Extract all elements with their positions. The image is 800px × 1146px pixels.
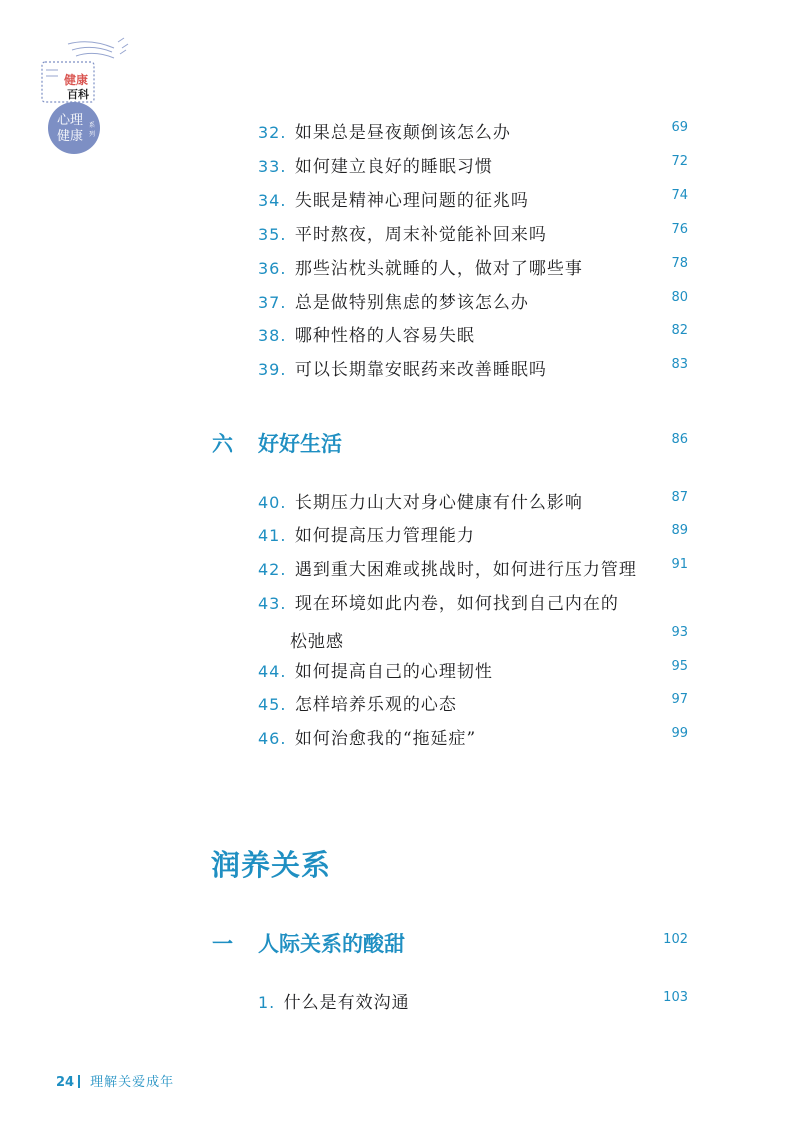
entry-title-continued: 松弛感 [290,632,344,652]
entry-number: 34. [258,191,287,210]
part-title: 润养关系 [211,848,332,882]
entry-number: 35. [258,225,287,244]
footer-book-title: 理解关爱成年 [90,1075,175,1090]
entry-number: 37. [258,293,287,312]
entry-page: 99 [671,726,688,741]
toc-entry-43[interactable] [258,589,688,652]
toc-entry-36[interactable] [258,254,688,279]
section-heading-6[interactable] [212,428,688,458]
section-number: 六 [212,432,233,456]
entry-page: 93 [671,625,688,640]
entry-page: 80 [671,290,688,305]
entry-page: 91 [671,557,688,572]
entry-number: 39. [258,360,287,379]
series-logo [28,34,132,154]
entry-page: 97 [671,692,688,707]
footer-divider [78,1075,80,1088]
entry-number: 41. [258,526,287,545]
toc-entry-38[interactable] [258,321,688,346]
footer-page-number: 24 [56,1075,75,1090]
entry-title: 现在环境如此内卷，如何找到自己内在的 [294,594,619,614]
toc-entry-35[interactable] [258,220,688,245]
entry-page: 95 [671,659,688,674]
entry-number: 38. [258,326,287,345]
toc-entry-37[interactable] [258,288,688,313]
toc-entry-33[interactable] [258,152,688,177]
toc-entry-46[interactable] [258,724,688,749]
entry-title: 遇到重大困难或挑战时，如何进行压力管理 [294,560,637,580]
section-heading-1[interactable] [212,928,688,958]
entry-title: 如何治愈我的“拖延症” [294,729,477,749]
entry-page: 87 [671,490,688,505]
toc-entry-1[interactable] [258,988,688,1013]
entry-page: 103 [663,990,688,1005]
entry-number: 42. [258,560,287,579]
entry-title: 可以长期靠安眠药来改善睡眠吗 [294,360,547,380]
entry-title: 怎样培养乐观的心态 [294,695,457,715]
svg-text:列: 列 [88,131,96,138]
entry-number: 43. [258,594,287,613]
toc-entry-44[interactable] [258,657,688,682]
entry-title: 什么是有效沟通 [283,993,410,1013]
entry-page: 78 [671,256,688,271]
stamp-icon [28,34,132,154]
entry-title: 哪种性格的人容易失眠 [294,326,475,346]
toc-entry-40[interactable] [258,488,688,513]
entry-number: 36. [258,259,287,278]
entry-page: 76 [671,222,688,237]
entry-number: 45. [258,695,287,714]
entry-page: 74 [671,188,688,203]
entry-title: 平时熬夜，周末补觉能补回来吗 [294,225,547,245]
section-page: 86 [671,432,688,447]
section-page: 102 [663,932,688,947]
svg-text:系: 系 [88,122,96,129]
entry-number: 46. [258,729,287,748]
section-title: 好好生活 [258,432,342,456]
entry-page: 83 [671,357,688,372]
svg-text:健康: 健康 [63,73,89,87]
entry-number: 32. [258,123,287,142]
entry-page: 82 [671,323,688,338]
svg-text:健康: 健康 [56,129,84,144]
toc-entry-39[interactable] [258,355,688,380]
toc-entry-34[interactable] [258,186,688,211]
toc-entry-45[interactable] [258,690,688,715]
section-title: 人际关系的酸甜 [258,932,405,956]
entry-title: 失眠是精神心理问题的征兆吗 [294,191,529,211]
entry-title: 那些沾枕头就睡的人，做对了哪些事 [294,259,583,279]
entry-number: 40. [258,493,287,512]
entry-title: 如何提高自己的心理韧性 [294,662,493,682]
entry-title: 长期压力山大对身心健康有什么影响 [294,493,583,513]
entry-title: 如果总是昼夜颠倒该怎么办 [294,123,511,143]
entry-number: 1. [258,993,276,1012]
entry-title: 总是做特别焦虑的梦该怎么办 [294,293,529,313]
entry-page: 72 [671,154,688,169]
toc-entry-41[interactable] [258,521,688,546]
entry-number: 44. [258,662,287,681]
svg-text:百科: 百科 [67,88,89,101]
entry-title: 如何建立良好的睡眠习惯 [294,157,493,177]
toc-entry-32[interactable] [258,118,688,143]
toc-entry-42[interactable] [258,555,688,580]
entry-number: 33. [258,157,287,176]
section-number: 一 [212,932,233,956]
page-footer [56,1071,174,1090]
entry-page: 69 [671,120,688,135]
entry-page: 89 [671,523,688,538]
entry-title: 如何提高压力管理能力 [294,526,475,546]
svg-text:心理: 心理 [56,113,84,128]
